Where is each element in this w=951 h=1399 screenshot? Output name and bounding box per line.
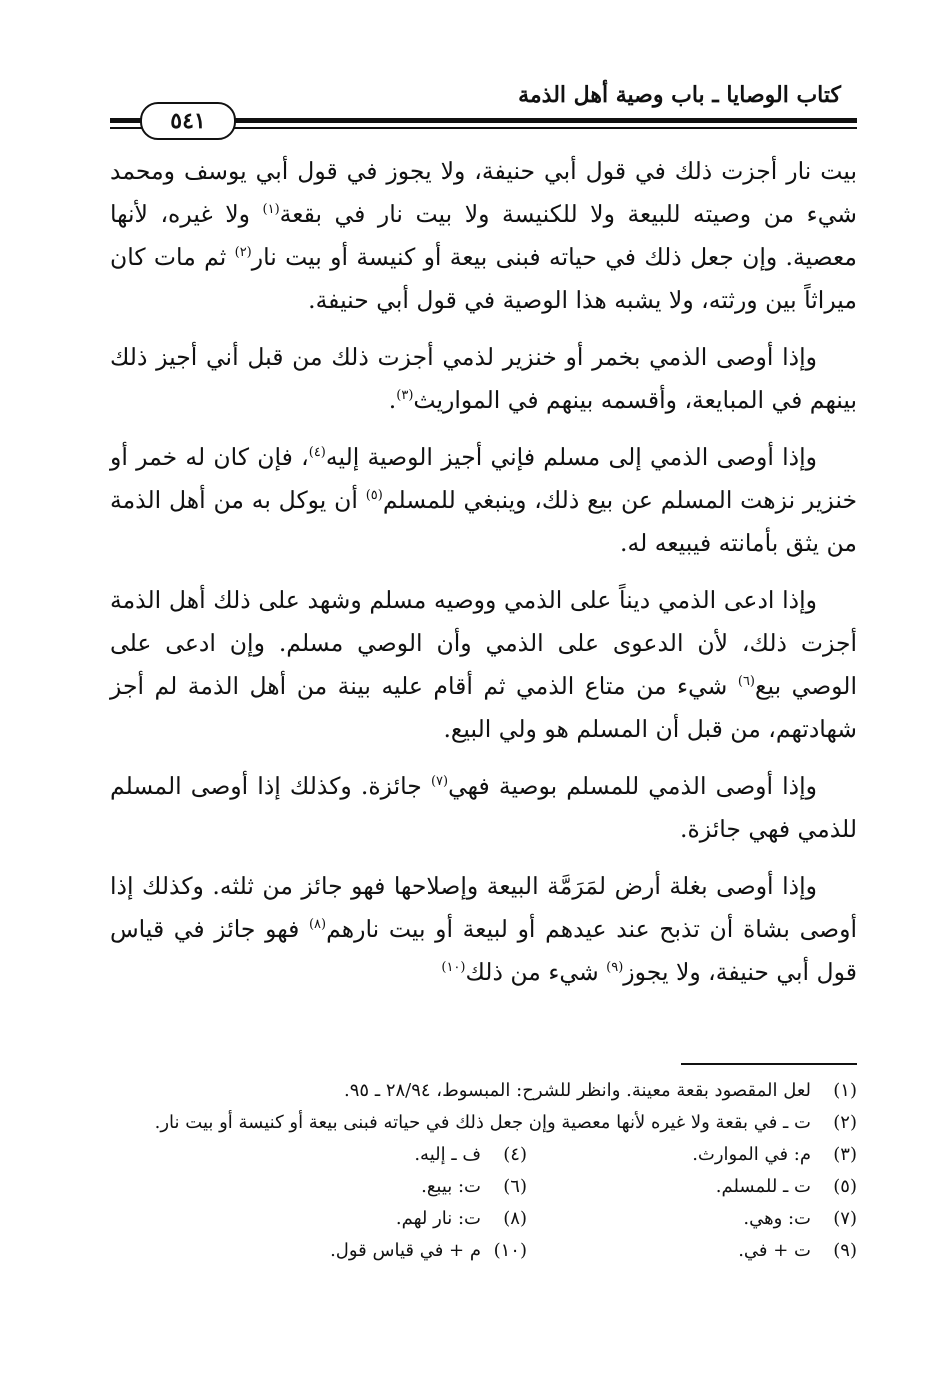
footnote-number: (١) <box>833 1080 857 1101</box>
footnote-1 <box>110 1075 857 1107</box>
footnote-number: (٣) <box>833 1144 857 1165</box>
footnote-9 <box>527 1235 857 1267</box>
paragraph-2 <box>110 336 857 422</box>
footnote-row <box>110 1139 857 1171</box>
footnote-text: ت ـ في بقعة ولا غيره لأنها معصية وإن جعل ذلك في حياته فبنى بيعة أو كنيسة أو بيت نار. <box>154 1112 811 1133</box>
footnote-text: ت ـ للمسلم. <box>715 1176 811 1197</box>
text-run: شيء من متاع الذمي ثم أقام عليه بينة من أهل الذمة لم أجز شهادتهم، من قبل أن المسلم هو ولي البيع. <box>110 672 857 743</box>
footnote-ref: (٢) <box>234 245 252 261</box>
footnote-ref: (١) <box>262 202 280 218</box>
footnote-ref: (٨) <box>308 917 327 933</box>
text-run: ، فإن كان له خمر أو خنزير نزهت المسلم عن بيع ذلك، وينبغي للمسلم <box>110 443 857 514</box>
footnote-4 <box>197 1139 527 1171</box>
text-run: شيء من ذلك <box>465 958 607 986</box>
text-run: ولا غيره، لأنها معصية. وإن جعل ذلك في حياته فبنى بيعة أو كنيسة أو بيت نار <box>110 200 857 271</box>
footnote-text: ت + في. <box>738 1240 811 1261</box>
footnote-2 <box>110 1107 857 1139</box>
page-number: ٥٤١ <box>140 102 236 140</box>
footnote-text: ت: نار لهم. <box>395 1208 481 1229</box>
paragraph-5 <box>110 765 857 851</box>
text-run: وإذا أوصى الذمي بخمر أو خنزير لذمي أجزت ذلك من قبل أني أجيز ذلك بينهم في المبايعة، وأقسمه بينهم في المواريث <box>110 343 857 414</box>
footnote-ref: (٦) <box>737 674 755 690</box>
footnote-8 <box>197 1203 527 1235</box>
footnote-text: لعل المقصود بقعة معينة. وانظر للشرح: المبسوط، ٢٨/٩٤ ـ ٩٥. <box>344 1080 811 1101</box>
text-run: وإذا أوصى بغلة أرض لمَرَمَّة البيعة وإصلاحها فهو جائز من ثلثه. وكذلك إذا أوصى بشاة أن تذبح عند عيدهم أو لبيعة أو بيت نارهم <box>110 872 857 943</box>
paragraph-1 <box>110 150 857 322</box>
footnote-row <box>110 1235 857 1267</box>
footnote-text: ت: بيبع. <box>421 1176 481 1197</box>
main-text <box>110 150 857 1008</box>
footnote-3 <box>527 1139 857 1171</box>
footnote-number: (٧) <box>833 1208 857 1229</box>
footnote-number: (٦) <box>503 1176 527 1197</box>
footnote-row <box>110 1171 857 1203</box>
footnote-ref: (١٠) <box>441 960 466 976</box>
text-run: وإذا ادعى الذمي ديناً على الذمي ووصيه مسلم وشهد على ذلك أهل الذمة أجزت ذلك، لأن الدعوى على الذمي وأن الوصي مسلم. وإن ادعى على الوصي بيع <box>110 586 857 700</box>
text-run: أن يوكل به من أهل الذمة من يثق بأمانته فيبيعه له. <box>110 486 857 557</box>
footnote-number: (٩) <box>833 1240 857 1261</box>
footnotes <box>110 1075 857 1267</box>
footnote-separator <box>681 1063 857 1065</box>
footnote-10 <box>197 1235 527 1267</box>
footnote-row <box>110 1203 857 1235</box>
footnote-number: (٤) <box>503 1144 527 1165</box>
footnote-ref: (٤) <box>308 445 326 461</box>
footnote-number: (٥) <box>833 1176 857 1197</box>
footnote-number: (٢) <box>833 1112 857 1133</box>
text-run: . <box>388 386 397 414</box>
text-run: جائزة. وكذلك إذا أوصى المسلم للذمي فهي جائزة. <box>110 772 857 843</box>
text-run: ثم مات كان ميراثاً بين ورثته، ولا يشبه هذا الوصية في قول أبي حنيفة. <box>110 243 857 314</box>
footnote-number: (٨) <box>503 1208 527 1229</box>
footnote-number: (١٠) <box>493 1240 527 1261</box>
paragraph-4 <box>110 579 857 751</box>
paragraph-3 <box>110 436 857 565</box>
running-title: كتاب الوصايا ـ باب وصية أهل الذمة <box>518 82 841 108</box>
footnote-6 <box>197 1171 527 1203</box>
footnote-text: م: في الموارث. <box>692 1144 811 1165</box>
text-run: بيت نار أجزت ذلك في قول أبي حنيفة، ولا يجوز في قول أبي يوسف ومحمد شيء من وصيته للبيعة ولا للكنيسة ولا بيت نار في بقعة <box>110 157 857 228</box>
footnote-text: ت: وهي. <box>743 1208 811 1229</box>
footnote-7 <box>527 1203 857 1235</box>
paragraph-6 <box>110 865 857 994</box>
footnote-ref: (٥) <box>365 488 383 504</box>
footnote-ref: (٩) <box>606 960 624 976</box>
text-run: وإذا أوصى الذمي إلى مسلم فإني أجيز الوصية إليه <box>325 443 817 471</box>
footnote-ref: (٣) <box>396 388 414 404</box>
text-run: فهو جائز في قياس قول أبي حنيفة، ولا يجوز <box>110 915 857 986</box>
footnote-text: ف ـ إليه. <box>414 1144 481 1165</box>
text-run: وإذا أوصى الذمي للمسلم بوصية فهي <box>448 772 818 800</box>
footnote-ref: (٧) <box>430 774 449 790</box>
footnote-text: م + في قياس قول. <box>330 1240 481 1261</box>
footnote-5 <box>527 1171 857 1203</box>
